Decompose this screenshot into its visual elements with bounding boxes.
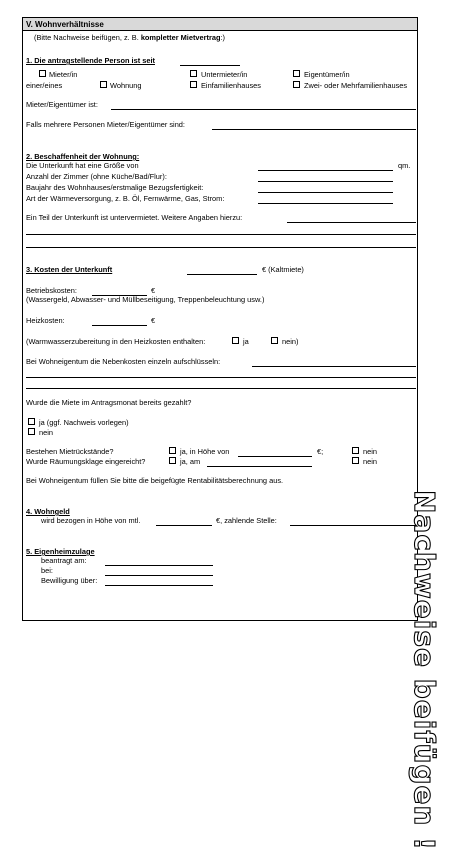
owner-label: Mieter/Eigentümer ist:	[26, 100, 98, 109]
betrieb-note: (Wassergeld, Abwasser- und Müllbeseitigung, Treppenbeleuchtung usw.)	[26, 295, 265, 304]
applied-field[interactable]	[105, 565, 213, 566]
betrieb-label: Betriebskosten:	[26, 286, 77, 295]
heiz-euro: €	[151, 316, 156, 325]
checkbox-rent-nein[interactable]	[28, 428, 35, 435]
split-field-1[interactable]	[252, 366, 416, 367]
warmwater-nein: nein)	[282, 337, 299, 346]
checkbox-eviction-nein[interactable]	[352, 457, 359, 464]
checkbox-wohnung[interactable]	[100, 81, 107, 88]
eviction-label: Wurde Räumungsklage eingereicht?	[26, 457, 146, 466]
size-label: Die Unterkunft hat eine Größe von	[26, 161, 139, 170]
at-label: bei:	[41, 566, 53, 575]
checkbox-arrears-nein[interactable]	[352, 447, 359, 454]
checkbox-efh[interactable]	[190, 81, 197, 88]
betrieb-euro: €	[151, 286, 156, 295]
year-field[interactable]	[258, 192, 393, 193]
checkbox-eviction-ja[interactable]	[169, 457, 176, 464]
eviction-nein: nein	[363, 457, 377, 466]
heiz-field[interactable]	[92, 325, 147, 326]
checkbox-eigentuemer[interactable]	[293, 70, 300, 77]
arrears-ja: ja, in Höhe von	[180, 447, 230, 456]
heating-field[interactable]	[258, 203, 393, 204]
arrears-amount-field[interactable]	[238, 456, 312, 457]
rent-ja: ja (ggf. Nachweis vorlegen)	[39, 418, 129, 427]
sublet-label: Ein Teil der Unterkunft ist untervermietet. Weitere Angaben hierzu:	[26, 213, 243, 222]
wohngeld-text: wird bezogen in Höhe von mtl.	[41, 516, 141, 525]
owner-field[interactable]	[111, 109, 416, 110]
checkbox-warmwater-ja[interactable]	[232, 337, 239, 344]
checkbox-untermieter[interactable]	[190, 70, 197, 77]
rooms-label: Anzahl der Zimmer (ohne Küche/Bad/Flur):	[26, 172, 167, 181]
s3-title: 3. Kosten der Unterkunft	[26, 265, 113, 274]
sublet-field-1[interactable]	[287, 222, 416, 223]
since-date-field[interactable]	[180, 65, 240, 66]
section-title: V. Wohnverhältnisse	[26, 20, 104, 29]
opt-einer: einer/eines	[26, 81, 63, 90]
arrears-euro: €;	[317, 447, 324, 456]
s2-title: 2. Beschaffenheit der Wohnung:	[26, 152, 140, 161]
checkbox-mieter[interactable]	[39, 70, 46, 77]
granted-field[interactable]	[105, 585, 213, 586]
checkbox-mfh[interactable]	[293, 81, 300, 88]
wohngeld-payer-field[interactable]	[290, 525, 416, 526]
eviction-date-field[interactable]	[207, 466, 312, 467]
cold-rent-field[interactable]	[187, 274, 257, 275]
rentab-note: Bei Wohneigentum füllen Sie bitte die beigefügte Rentabilitätsberechnung aus.	[26, 476, 284, 485]
opt-wohnung: Wohnung	[110, 81, 142, 90]
arrears-nein: nein	[363, 447, 377, 456]
granted-label: Bewilligung über:	[41, 576, 98, 585]
checkbox-warmwater-nein[interactable]	[271, 337, 278, 344]
multi-owner-field[interactable]	[212, 129, 416, 130]
multi-owner-label: Falls mehrere Personen Mieter/Eigentümer sind:	[26, 120, 185, 129]
sublet-field-3[interactable]	[26, 247, 416, 248]
applied-label: beantragt am:	[41, 556, 87, 565]
opt-eigentuemer: Eigentümer/in	[304, 70, 350, 79]
header-note: (Bitte Nachweise beifügen, z. B. kompletter Mietvertrag:)	[34, 33, 226, 42]
opt-efh: Einfamilienhauses	[201, 81, 261, 90]
s1-title: 1. Die antragstellende Person ist seit	[26, 56, 155, 65]
warmwater-ja: ja	[243, 337, 249, 346]
arrears-label: Bestehen Mietrückstände?	[26, 447, 114, 456]
split-field-3[interactable]	[26, 388, 416, 389]
opt-mieter: Mieter/in	[49, 70, 78, 79]
year-label: Baujahr des Wohnhauses/erstmalige Bezugsfertigkeit:	[26, 183, 204, 192]
split-field-2[interactable]	[26, 377, 416, 378]
wohngeld-text2: €, zahlende Stelle:	[216, 516, 277, 525]
heiz-label: Heizkosten:	[26, 316, 65, 325]
size-unit: qm.	[398, 161, 411, 170]
split-label: Bei Wohneigentum die Nebenkosten einzeln aufschlüsseln:	[26, 357, 221, 366]
checkbox-rent-ja[interactable]	[28, 418, 35, 425]
at-field[interactable]	[105, 575, 213, 576]
s5-title: 5. Eigenheimzulage	[26, 547, 95, 556]
opt-mfh: Zwei- oder Mehrfamilienhauses	[304, 81, 408, 90]
sidebar-notice: Nachweise beifügen !	[408, 490, 441, 851]
s4-title: 4. Wohngeld	[26, 507, 70, 516]
sublet-field-2[interactable]	[26, 234, 416, 235]
wohngeld-amount-field[interactable]	[156, 525, 212, 526]
size-field[interactable]	[258, 170, 393, 171]
rent-nein: nein	[39, 428, 53, 437]
heating-label: Art der Wärmeversorgung, z. B. Öl, Fernwärme, Gas, Strom:	[26, 194, 225, 203]
checkbox-arrears-ja[interactable]	[169, 447, 176, 454]
cold-rent-label: € (Kaltmiete)	[262, 265, 304, 274]
warmwater-label: (Warmwasserzubereitung in den Heizkosten enthalten:	[26, 337, 206, 346]
rooms-field[interactable]	[258, 181, 393, 182]
eviction-ja: ja, am	[180, 457, 201, 466]
rent-question: Wurde die Miete im Antragsmonat bereits gezahlt?	[26, 398, 192, 407]
opt-untermieter: Untermieter/in	[201, 70, 248, 79]
